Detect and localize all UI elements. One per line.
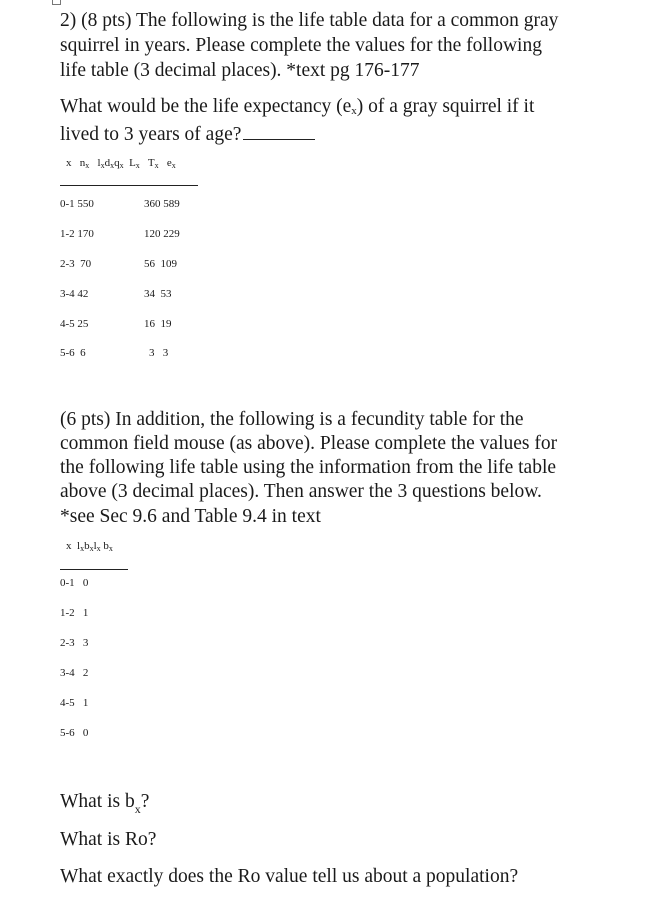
table-row-values: 3 3 (149, 347, 169, 359)
table-row: 0-1 550 (60, 198, 94, 210)
list-item: 5-6 0 (60, 727, 89, 739)
fecundity-line-1: (6 pts) In addition, the following is a fecundity table for the (60, 409, 524, 430)
q2-line-3: life table (3 decimal places). *text pg 176-177 (60, 60, 420, 81)
fecundity-table-header-rule (60, 569, 128, 570)
list-item: 1-2 1 (60, 607, 89, 619)
table-row-values: 56 109 (144, 258, 177, 270)
table-row-values: 16 19 (144, 318, 172, 330)
question-ro: What is Ro? (60, 829, 157, 850)
fecundity-table (60, 534, 130, 574)
q2-line-2: squirrel in years. Please complete the values for the following (60, 35, 542, 56)
question-bx: What is $b_x$? (60, 791, 150, 816)
fecundity-line-4: above (3 decimal places). Then answer the 3 questions below. (60, 481, 542, 502)
list-item: 4-5 1 (60, 697, 89, 709)
list-item: 3-4 2 (60, 667, 89, 679)
q2-line-1: 2) (8 pts) The following is the life table data for a common gray (60, 10, 559, 31)
page-corner-mark (52, 0, 61, 5)
table-row: 1-2 170 (60, 228, 94, 240)
life-expectancy-question-line-2: lived to 3 years of age? (60, 123, 315, 147)
table-row-values: 360 589 (144, 198, 180, 210)
life-table-header-rule (60, 185, 198, 186)
fecundity-table-header: x $l_xb_xl_x$ $b_x$ (66, 540, 113, 553)
table-row-values: 34 53 (144, 288, 172, 300)
fecundity-line-5: *see Sec 9.6 and Table 9.4 in text (60, 506, 321, 527)
table-row: 5-6 6 (60, 347, 86, 359)
table-row: 3-4 42 (60, 288, 89, 300)
list-item: 2-3 3 (60, 637, 89, 649)
life-table (60, 151, 200, 191)
life-expectancy-question: What would be the life expectancy (ex) of a gray squirrel if it (60, 96, 535, 117)
table-row: 2-3 70 (60, 258, 92, 270)
fecundity-line-2: common field mouse (as above). Please complete the values for (60, 433, 558, 454)
list-item: 0-1 0 (60, 577, 89, 589)
table-row-values: 120 229 (144, 228, 180, 240)
answer-blank[interactable] (243, 125, 315, 140)
table-row: 4-5 25 (60, 318, 89, 330)
life-table-header: x $n_x$ $l_xd_xq_x$ $L_x$ $T_x$ $e_x$ (66, 157, 176, 170)
fecundity-line-3: the following life table using the information from the life table (60, 457, 557, 478)
question-ro-meaning: What exactly does the Ro value tell us about a population? (60, 866, 519, 887)
